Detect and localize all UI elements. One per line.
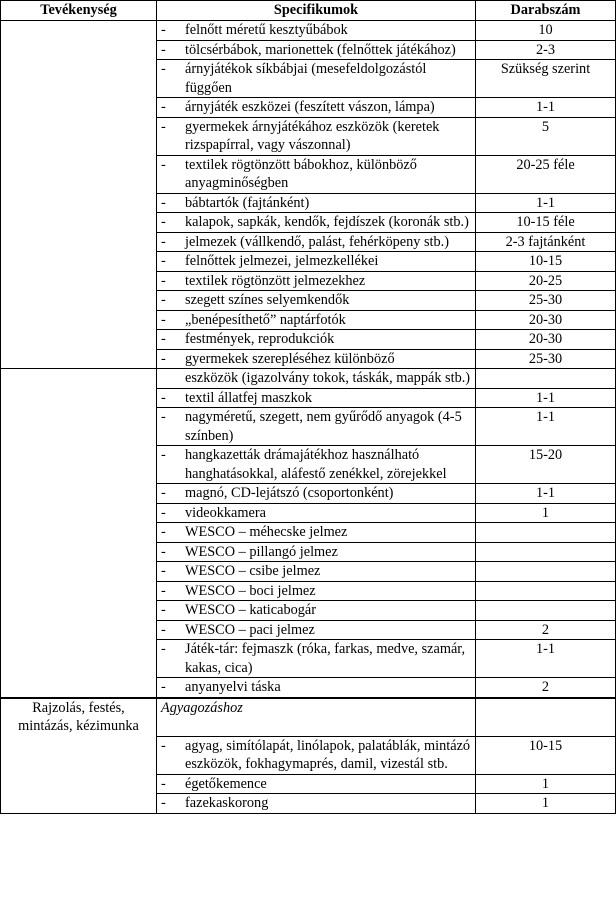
spec-cell: [157, 291, 476, 311]
spec-cell: [157, 252, 476, 272]
spec-wrap: [161, 794, 472, 813]
dash-marker: -: [161, 447, 166, 463]
activity-cell: Rajzolás, festés, mintázás, kézimunka: [1, 698, 157, 814]
spec-text: árnyjáték eszközei (feszített vászon, lámpa): [185, 99, 435, 115]
qty-cell: 2: [476, 678, 616, 698]
spec-text: magnó, CD-lejátszó (csoportonként): [185, 485, 394, 501]
header-activity: Tevékenység: [1, 1, 157, 21]
spec-text: kalapok, sapkák, kendők, fejdíszek (koronák stb.): [185, 214, 469, 230]
spec-cell: [157, 271, 476, 291]
spec-wrap: [161, 350, 472, 369]
qty-cell: 20-25 féle: [476, 155, 616, 193]
spec-wrap: [161, 408, 472, 445]
qty-cell: 1-1: [476, 98, 616, 118]
spec-text: árnyjátékok síkbábjai (mesefeldolgozástól függően: [185, 61, 427, 96]
spec-text: WESCO – pillangó jelmez: [185, 543, 338, 560]
activity-cell: [1, 369, 157, 698]
spec-text: tölcsérbábok, marionettek (felnőttek játékához): [185, 41, 456, 58]
spec-text: bábtartók (fajtánként): [185, 194, 310, 211]
qty-cell: 25-30: [476, 349, 616, 369]
spec-cell: [157, 562, 476, 582]
spec-wrap: [161, 446, 472, 483]
spec-cell: [157, 21, 476, 41]
spec-text: Játék-tár: fejmaszk (róka, farkas, medve, szamár, kakas, cica): [185, 641, 466, 676]
spec-wrap: [161, 291, 472, 310]
spec-cell: [157, 794, 476, 814]
spec-wrap: [161, 118, 472, 155]
spec-text: nagyméretű, szegett, nem gyűrődő anyagok (4-5 színben): [185, 409, 462, 444]
table-row: [1, 21, 616, 41]
spec-wrap: [161, 678, 472, 697]
table-row: [1, 369, 616, 389]
spec-cell: [157, 484, 476, 504]
dash-marker: -: [161, 563, 166, 579]
qty-cell: 5: [476, 117, 616, 155]
spec-text: eszközök (igazolvány tokok, táskák, mappák stb.): [185, 370, 471, 386]
spec-text: szegett színes selyemkendők: [185, 292, 350, 308]
dash-marker: -: [161, 272, 166, 289]
spec-wrap: [161, 252, 472, 271]
dash-marker: -: [161, 524, 166, 540]
qty-cell: 1-1: [476, 640, 616, 678]
spec-wrap: [161, 156, 472, 193]
qty-cell: [476, 698, 616, 737]
dash-marker: [161, 369, 185, 388]
dash-marker: -: [161, 737, 166, 754]
spec-wrap: [161, 640, 472, 677]
spec-wrap: [161, 389, 472, 408]
spec-wrap: [161, 621, 472, 640]
dash-marker: -: [161, 621, 166, 638]
spec-cell: [157, 98, 476, 118]
spec-wrap: [161, 330, 472, 349]
dash-marker: -: [161, 504, 166, 521]
dash-marker: -: [161, 41, 166, 58]
qty-cell: Szükség szerint: [476, 60, 616, 98]
header-spec: Specifikumok: [157, 1, 476, 21]
spec-cell: [157, 581, 476, 601]
dash-marker: -: [161, 99, 166, 115]
spec-cell: [157, 310, 476, 330]
spec-text: felnőttek jelmezei, jelmezkellékei: [185, 253, 379, 269]
spec-wrap: [161, 543, 472, 562]
spec-cell: [157, 193, 476, 213]
dash-marker: -: [161, 118, 166, 135]
dash-marker: -: [161, 61, 166, 77]
spec-wrap: [161, 369, 472, 388]
dash-marker: -: [161, 350, 166, 367]
spec-wrap: [161, 233, 472, 252]
dash-marker: -: [161, 679, 166, 695]
spec-text: felnőtt méretű kesztyűbábok: [185, 22, 348, 38]
spec-text: videokkamera: [185, 504, 266, 521]
dash-marker: -: [161, 156, 166, 173]
dash-marker: -: [161, 409, 166, 425]
dash-marker: -: [161, 233, 166, 250]
spec-text: jelmezek (vállkendő, palást, fehérköpeny stb.): [185, 233, 449, 250]
spec-text: égetőkemence: [185, 775, 267, 792]
spec-wrap: [161, 41, 472, 60]
spec-text: textilek rögtönzött bábokhoz, különböző anyagminőségben: [185, 156, 417, 191]
activity-cell: [1, 21, 157, 369]
qty-cell: 10-15: [476, 736, 616, 774]
dash-marker: -: [161, 292, 166, 308]
spec-text: hangkazetták drámajátékhoz használható hanghatásokkal, aláfestő zenékkel, zörejekkel: [185, 447, 447, 482]
spec-text: textil állatfej maszkok: [185, 389, 313, 406]
qty-cell: 10: [476, 21, 616, 41]
spec-text: anyanyelvi táska: [185, 679, 281, 695]
spec-text: textilek rögtönzött jelmezekhez: [185, 272, 366, 289]
spec-cell: [157, 736, 476, 774]
qty-cell: 1: [476, 503, 616, 523]
spec-cell: [157, 542, 476, 562]
spec-wrap: [161, 98, 472, 117]
qty-cell: 1-1: [476, 388, 616, 408]
spec-wrap: [161, 775, 472, 794]
qty-cell: 2-3: [476, 40, 616, 60]
qty-cell: 1: [476, 794, 616, 814]
spec-cell: [157, 40, 476, 60]
dash-marker: -: [161, 582, 166, 599]
dash-marker: -: [161, 602, 166, 618]
qty-cell: 10-15 féle: [476, 213, 616, 233]
dash-marker: -: [161, 543, 166, 560]
dash-marker: -: [161, 22, 166, 38]
spec-cell: [157, 678, 476, 698]
spec-text: gyermekek árnyjátékához eszközök (keretek rizspapírral, vagy vászonnal): [185, 118, 440, 153]
spec-text: WESCO – paci jelmez: [185, 621, 315, 638]
spec-text: WESCO – boci jelmez: [185, 582, 316, 599]
dash-marker: -: [161, 253, 166, 269]
qty-cell: 1: [476, 774, 616, 794]
qty-cell: 2: [476, 620, 616, 640]
qty-cell: 20-25: [476, 271, 616, 291]
dash-marker: -: [161, 641, 166, 657]
qty-cell: 2-3 fajtánként: [476, 232, 616, 252]
dash-marker: -: [161, 311, 166, 328]
qty-cell: 20-30: [476, 330, 616, 350]
spec-wrap: [161, 523, 472, 542]
qty-cell: [476, 369, 616, 389]
spec-cell: [157, 503, 476, 523]
spec-cell: [157, 369, 476, 389]
qty-cell: 10-15: [476, 252, 616, 272]
spec-text: WESCO – katicabogár: [185, 602, 317, 618]
spec-cell: [157, 117, 476, 155]
table-row: [1, 698, 616, 737]
spec-cell: [157, 349, 476, 369]
header-row: [1, 1, 616, 21]
dash-marker: -: [161, 331, 166, 347]
subheading-cell: Agyagozáshoz: [157, 698, 476, 737]
spec-text: gyermekek szerepléséhez különböző: [185, 350, 395, 367]
spec-wrap: [161, 504, 472, 523]
qty-cell: [476, 562, 616, 582]
spec-cell: [157, 601, 476, 621]
spec-cell: [157, 620, 476, 640]
spec-wrap: [161, 737, 472, 774]
spec-cell: [157, 213, 476, 233]
spec-cell: [157, 446, 476, 484]
spec-cell: [157, 523, 476, 543]
spec-text: „benépesíthető” naptárfotók: [185, 311, 346, 328]
spec-wrap: [161, 601, 472, 620]
spec-wrap: [161, 21, 472, 40]
qty-cell: 20-30: [476, 310, 616, 330]
qty-cell: 25-30: [476, 291, 616, 311]
spec-wrap: [161, 311, 472, 330]
spec-cell: [157, 155, 476, 193]
spec-cell: [157, 330, 476, 350]
spec-cell: [157, 408, 476, 446]
spec-cell: [157, 232, 476, 252]
spec-wrap: [161, 272, 472, 291]
dash-marker: -: [161, 795, 166, 811]
spec-cell: [157, 774, 476, 794]
dash-marker: -: [161, 389, 166, 406]
spec-wrap: [161, 60, 472, 97]
qty-cell: [476, 601, 616, 621]
spec-wrap: [161, 562, 472, 581]
spec-cell: [157, 640, 476, 678]
qty-cell: 1-1: [476, 408, 616, 446]
spec-wrap: [161, 194, 472, 213]
qty-cell: 15-20: [476, 446, 616, 484]
spec-text: WESCO – méhecske jelmez: [185, 524, 348, 540]
dash-marker: -: [161, 485, 166, 501]
dash-marker: -: [161, 214, 166, 230]
header-qty: Darabszám: [476, 1, 616, 21]
spec-wrap: [161, 484, 472, 503]
qty-cell: [476, 523, 616, 543]
spec-text: festmények, reprodukciók: [185, 331, 335, 347]
qty-cell: 1-1: [476, 193, 616, 213]
dash-marker: -: [161, 775, 166, 792]
qty-cell: [476, 542, 616, 562]
qty-cell: [476, 581, 616, 601]
qty-cell: 1-1: [476, 484, 616, 504]
spec-text: agyag, simítólapát, linólapok, palatáblák, mintázó eszközök, fokhagymaprés, damil, vizestál stb.: [185, 737, 471, 772]
spec-text: WESCO – csibe jelmez: [185, 563, 321, 579]
spec-cell: [157, 388, 476, 408]
dash-marker: -: [161, 194, 166, 211]
spec-text: fazekaskorong: [185, 795, 269, 811]
spec-wrap: [161, 582, 472, 601]
spec-wrap: [161, 213, 472, 232]
spec-cell: [157, 60, 476, 98]
